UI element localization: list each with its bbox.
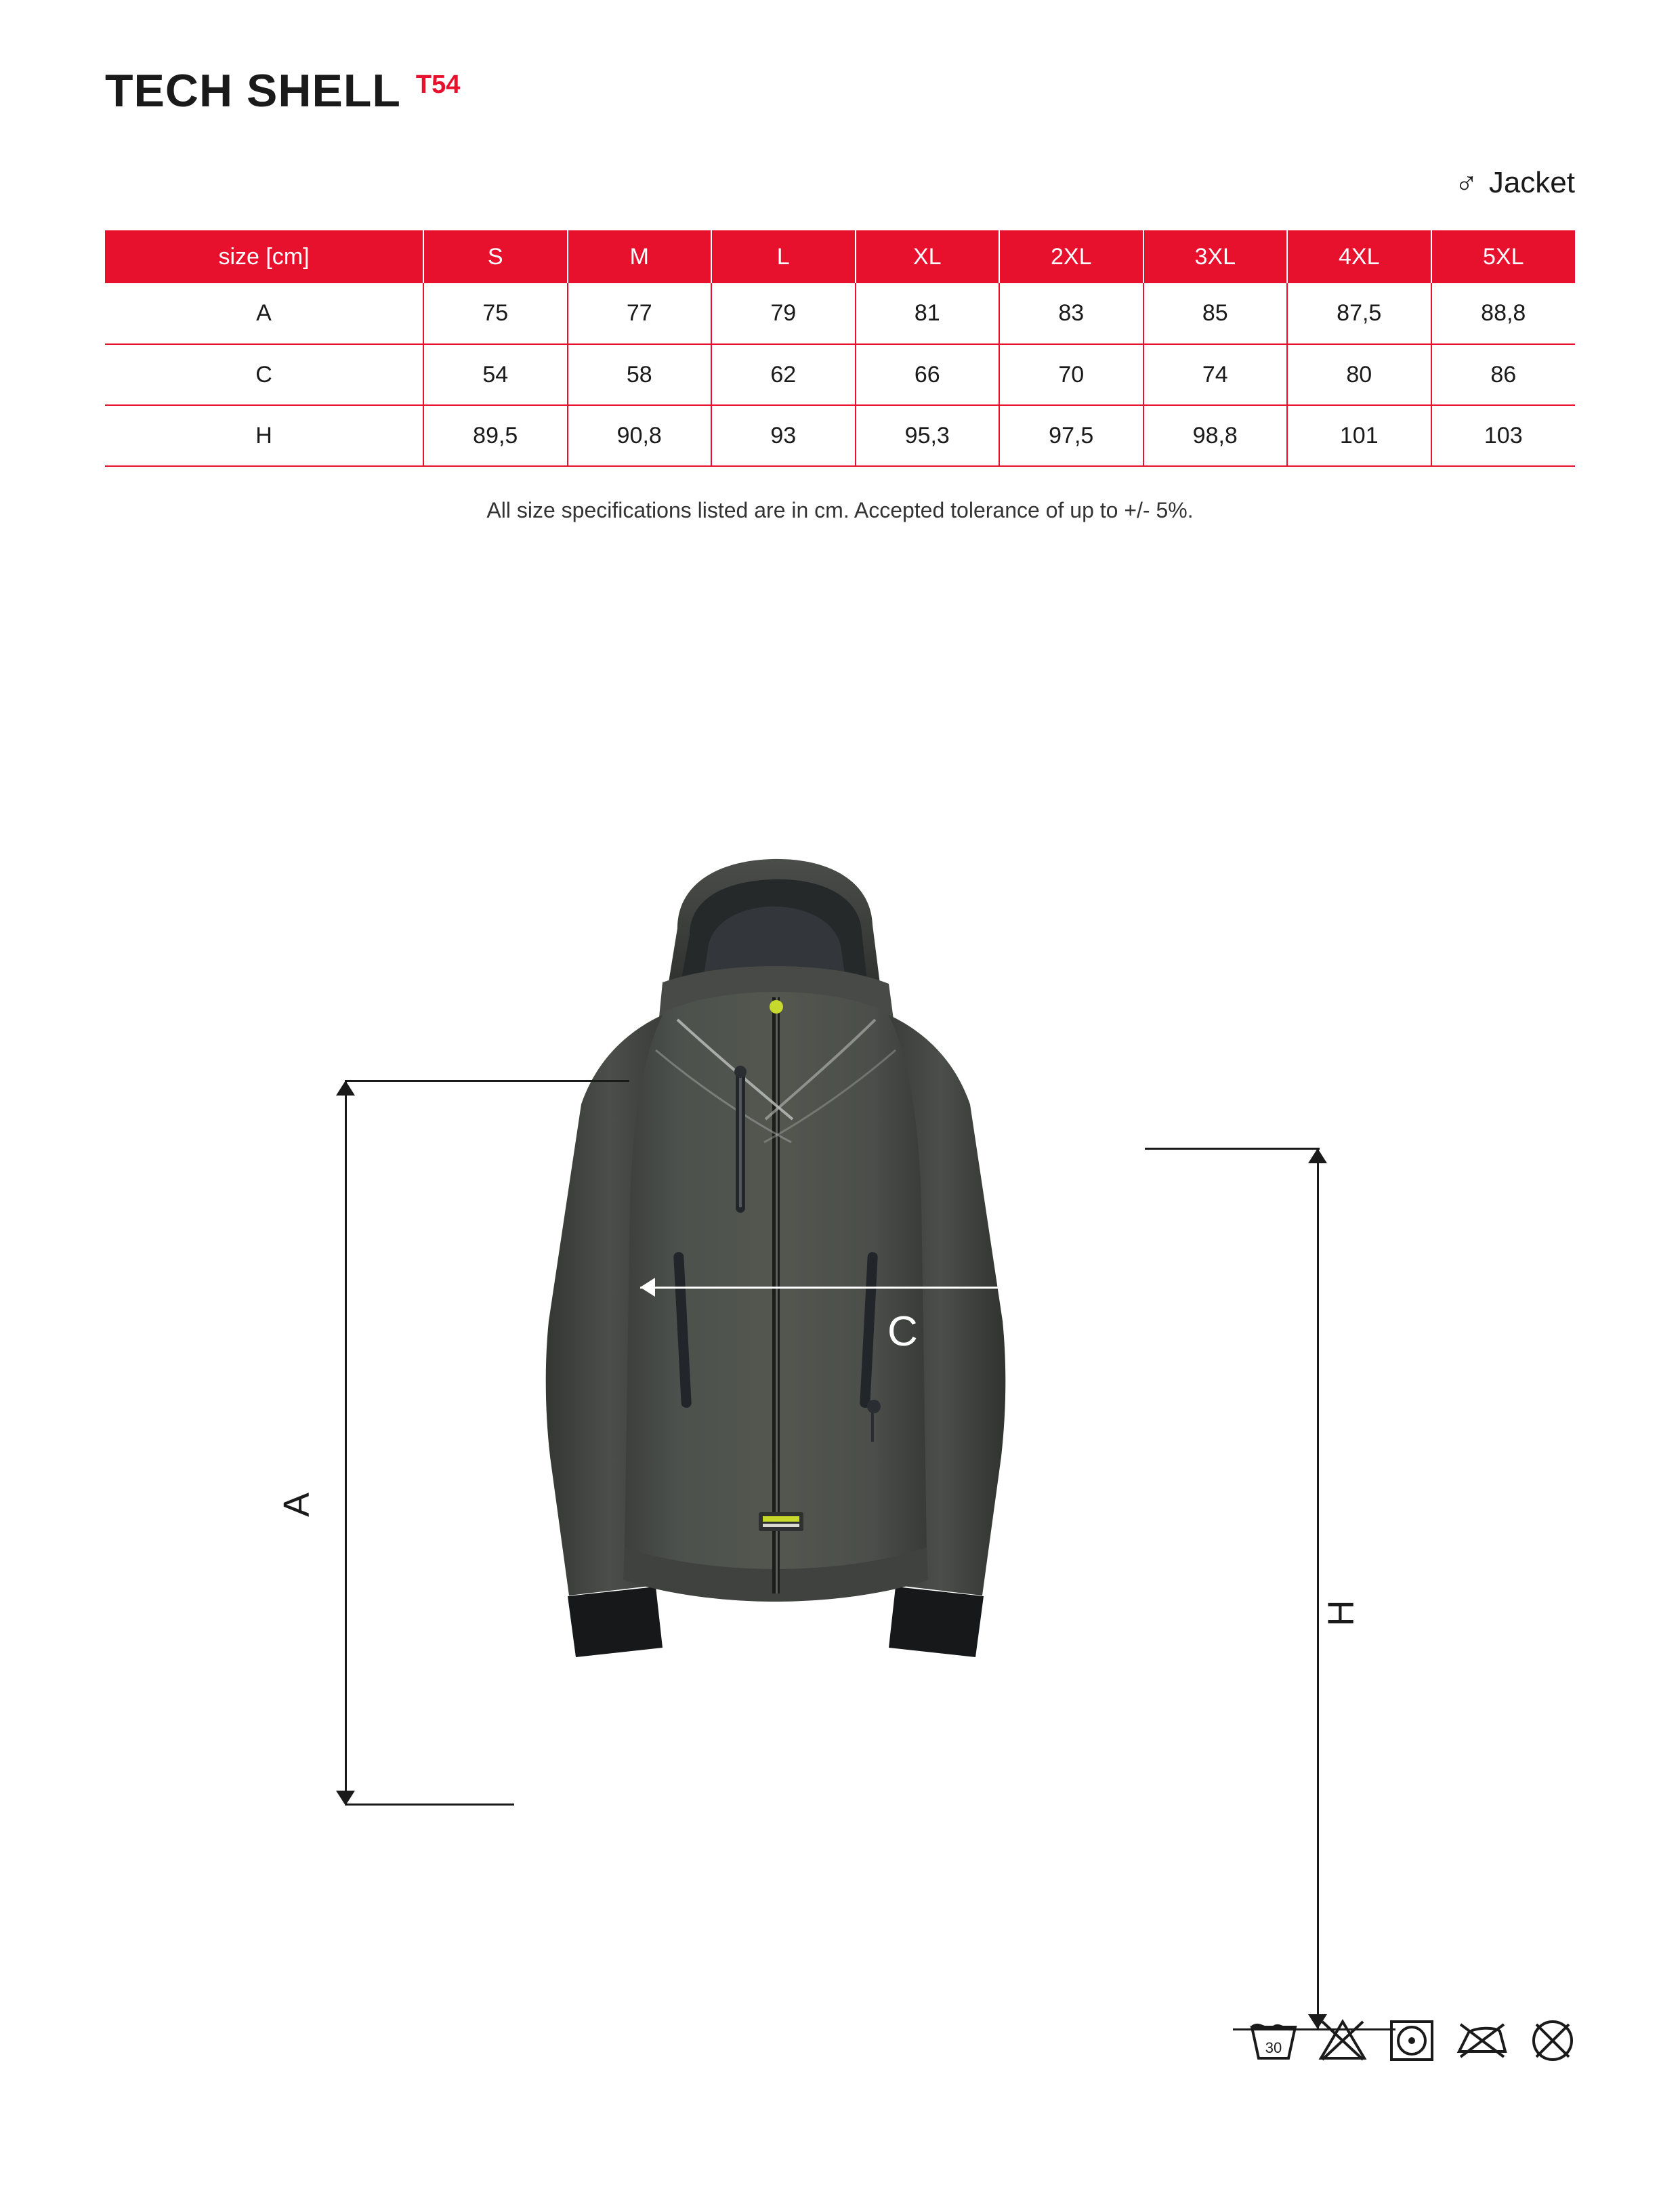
table-cell: 88,8 [1431,283,1576,344]
garment-type [1454,166,1575,200]
measure-a-tick-bottom [345,1804,514,1806]
table-header-cell: 5XL [1431,230,1576,283]
measure-h-tick-top [1145,1148,1320,1150]
row-label: A [105,283,423,344]
table-cell: 101 [1287,405,1431,466]
page-title [105,65,461,117]
table-cell: 89,5 [423,405,568,466]
table-cell: 81 [856,283,1000,344]
product-name: TECH SHELL [105,65,401,117]
size-table-wrapper [105,230,1575,467]
measure-h-arrow [1314,1148,1321,2029]
tumble-dry-low-icon [1386,2016,1437,2064]
measure-h-label: H [1320,1600,1362,1627]
table-cell: 77 [568,283,712,344]
table-cell: 85 [1143,283,1288,344]
table-cell: 87,5 [1287,283,1431,344]
do-not-dry-clean-icon [1527,2016,1578,2064]
table-row [105,344,1575,405]
table-header-row [105,230,1575,283]
do-not-bleach-icon [1317,2016,1368,2064]
table-cell: 103 [1431,405,1576,466]
row-label: H [105,405,423,466]
table-cell: 54 [423,344,568,405]
row-label: C [105,344,423,405]
table-header-cell: 2XL [999,230,1143,283]
table-cell: 66 [856,344,1000,405]
table-header-cell: size [cm] [105,230,423,283]
measure-a-label: A [276,1492,318,1518]
measure-a-tick-top [345,1080,629,1082]
table-cell: 75 [423,283,568,344]
wash-30-icon [1248,2016,1299,2064]
table-header-cell: L [711,230,856,283]
table-cell: 90,8 [568,405,712,466]
care-symbols-row [1248,2016,1578,2064]
measure-a-arrow [342,1081,349,1806]
product-code: T54 [415,70,461,99]
table-header-cell: XL [856,230,1000,283]
table-cell: 98,8 [1143,405,1288,466]
jacket-illustration [474,847,1219,1863]
table-header-cell: 4XL [1287,230,1431,283]
wash-temperature-label: 30 [1265,2039,1282,2056]
garment-type-label: Jacket [1488,166,1575,199]
table-cell: 70 [999,344,1143,405]
table-cell: 79 [711,283,856,344]
table-cell: 80 [1287,344,1431,405]
table-cell: 97,5 [999,405,1143,466]
table-cell: 74 [1143,344,1288,405]
table-header-cell: M [568,230,712,283]
measure-c-label: C [887,1308,918,1355]
table-cell: 58 [568,344,712,405]
male-gender-icon: ♂ [1454,165,1478,201]
size-table [105,230,1575,467]
table-header-cell: 3XL [1143,230,1288,283]
tolerance-note: All size specifications listed are in cm. Accepted tolerance of up to +/- 5%. [486,498,1194,522]
table-row [105,283,1575,344]
table-cell: 95,3 [856,405,1000,466]
do-not-iron-icon [1455,2016,1509,2064]
table-cell: 93 [711,405,856,466]
garment-figure [0,847,1680,1931]
table-row [105,405,1575,466]
table-cell: 62 [711,344,856,405]
table-header-cell: S [423,230,568,283]
measure-c-arrow [640,1284,1079,1291]
table-cell: 86 [1431,344,1576,405]
table-cell: 83 [999,283,1143,344]
